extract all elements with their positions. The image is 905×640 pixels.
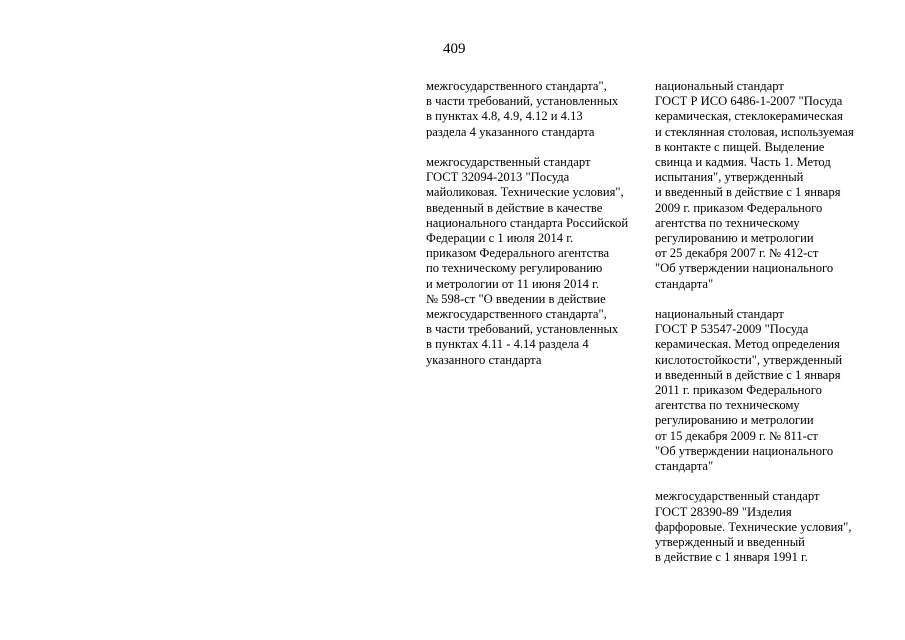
left-column <box>426 79 628 368</box>
text-line: и введенный в действие с 1 января <box>655 367 841 382</box>
text-line: ГОСТ Р 53547-2009 "Посуда <box>655 322 809 337</box>
text-line: керамическая, стеклокерамическая <box>655 109 843 124</box>
text-line: "Об утверждении национального <box>655 261 834 276</box>
text-block <box>426 155 628 368</box>
text-line: "Об утверждении национального <box>655 443 834 458</box>
text-line: в пунктах 4.8, 4.9, 4.12 и 4.13 <box>426 109 583 124</box>
text-line: национального стандарта Российской <box>426 215 629 230</box>
text-line: приказом Федерального агентства <box>426 246 610 261</box>
text-line: национальный стандарт <box>655 79 784 93</box>
text-line: агентства по техническому <box>655 398 800 413</box>
text-line: ГОСТ 32094-2013 "Посуда <box>426 170 570 185</box>
text-line: по техническому регулированию <box>426 261 603 276</box>
text-line: регулированию и метрологии <box>655 231 814 246</box>
text-line: свинца и кадмия. Часть 1. Метод <box>655 155 831 170</box>
text-line: и метрологии от 11 июня 2014 г. <box>426 276 600 291</box>
text-line: № 598-ст "О введении в действие <box>426 291 606 306</box>
text-line: фарфоровые. Технические условия", <box>655 519 852 534</box>
text-line: в части требований, установленных <box>426 322 619 337</box>
text-line: в пунктах 4.11 - 4.14 раздела 4 <box>426 337 589 352</box>
right-column <box>655 79 854 565</box>
text-line: межгосударственный стандарт <box>655 489 820 504</box>
text-line: стандарта" <box>655 276 714 291</box>
text-block <box>655 79 854 292</box>
text-line: в действие с 1 января 1991 г. <box>655 550 808 565</box>
text-line: в контакте с пищей. Выделение <box>655 139 825 154</box>
text-block <box>655 489 854 565</box>
text-line: испытания", утвержденный <box>655 170 804 185</box>
text-line: Федерации с 1 июля 2014 г. <box>426 231 574 246</box>
text-line: керамическая. Метод определения <box>655 337 840 352</box>
text-line: межгосударственного стандарта", <box>426 79 607 93</box>
text-line: ГОСТ Р ИСО 6486-1-2007 "Посуда <box>655 94 843 109</box>
text-line: от 15 декабря 2009 г. № 811-ст <box>655 428 818 443</box>
text-line: национальный стандарт <box>655 307 784 322</box>
text-line: кислотостойкости", утвержденный <box>655 352 843 367</box>
text-line: указанного стандарта <box>426 352 542 367</box>
text-line: в части требований, установленных <box>426 94 619 109</box>
text-line: раздела 4 указанного стандарта <box>426 124 595 139</box>
text-line: и стеклянная столовая, используемая <box>655 124 854 139</box>
text-line: майоликовая. Технические условия", <box>426 185 624 200</box>
text-line: регулированию и метрологии <box>655 413 814 428</box>
text-block <box>426 79 628 140</box>
text-line: 2009 г. приказом Федерального <box>655 200 823 215</box>
text-line: межгосударственный стандарт <box>426 155 591 169</box>
text-line: 2011 г. приказом Федерального <box>655 383 822 398</box>
text-block <box>655 307 854 474</box>
text-line: утвержденный и введенный <box>655 535 805 550</box>
page-number: 409 <box>443 41 466 57</box>
text-line: ГОСТ 28390-89 "Изделия <box>655 504 792 519</box>
text-line: и введенный в действие с 1 января <box>655 185 841 200</box>
text-line: межгосударственного стандарта", <box>426 307 607 322</box>
text-line: агентства по техническому <box>655 215 800 230</box>
text-line: введенный в действие в качестве <box>426 200 603 215</box>
text-line: стандарта" <box>655 459 714 474</box>
text-line: от 25 декабря 2007 г. № 412-ст <box>655 246 819 261</box>
